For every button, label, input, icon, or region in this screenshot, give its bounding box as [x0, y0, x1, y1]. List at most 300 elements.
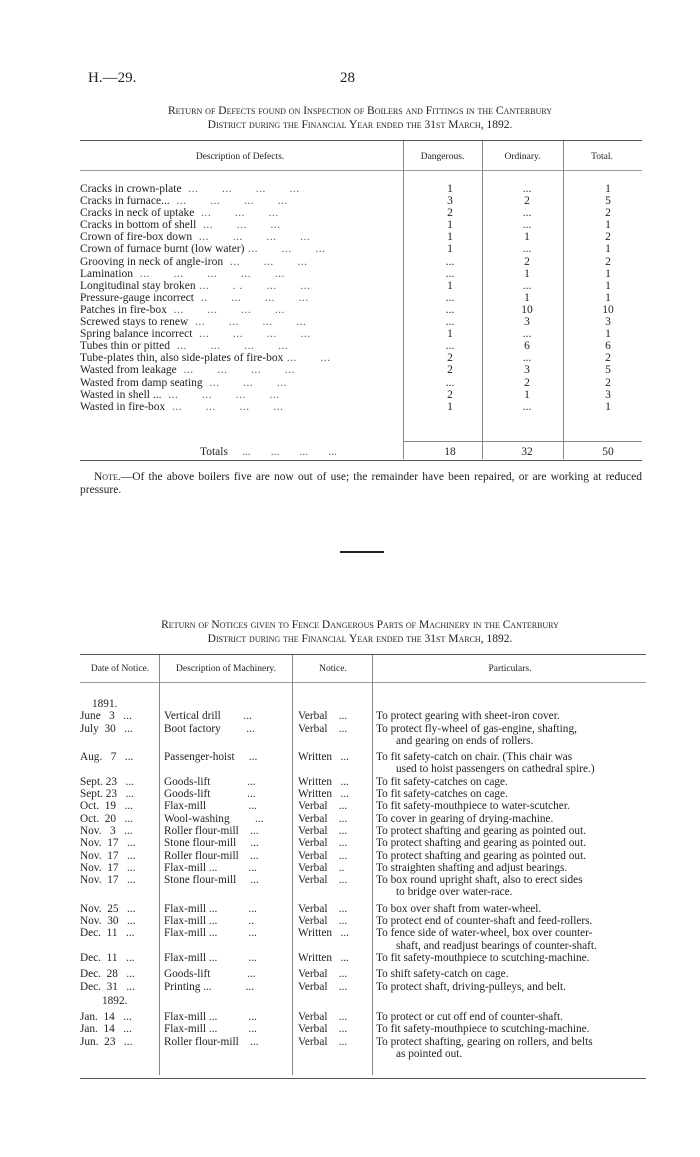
year-row [80, 993, 650, 1007]
notices-title-line1: Return of Notices given to Fence Dangerous Parts of Machinery in the Canterbury [161, 619, 559, 631]
dangerous-count: 1 [447, 231, 453, 244]
ordinary-count: ... [522, 243, 532, 256]
table-row [80, 183, 640, 195]
notice-type: Verbal ... [298, 915, 348, 928]
defect-description-text: Tube-plates thin, also side-plates of fire-box [80, 352, 284, 365]
table-row [80, 927, 650, 952]
defect-description [80, 340, 400, 352]
leader-dots: ... ... ... [194, 207, 279, 220]
page-number: 28 [340, 70, 355, 86]
defect-description-text: Patches in fire-box [80, 303, 167, 316]
total-count: 1 [605, 291, 611, 304]
notice-date: Nov. 17 ... [80, 849, 136, 862]
table-row [80, 825, 650, 837]
ordinary-count: 1 [524, 388, 530, 401]
notices-header-rule [80, 682, 646, 683]
particulars [376, 800, 646, 812]
total-count: 2 [605, 207, 611, 220]
ordinary-count: 2 [524, 376, 530, 389]
notice-date: Dec. 11 ... [80, 927, 135, 940]
particulars [376, 776, 646, 788]
total-count: 2 [605, 376, 611, 389]
particulars-line: To protect shafting, gearing on rollers, and belts [376, 1035, 593, 1048]
particulars [376, 874, 646, 899]
notice-type: Verbal ... [298, 1011, 348, 1024]
particulars [376, 837, 646, 849]
section-divider [340, 551, 384, 553]
total-count: 5 [605, 364, 611, 377]
machinery-description: Wool-washing ... [164, 812, 264, 825]
defect-description-text: Pressure-gauge incorrect [80, 291, 194, 304]
particulars [376, 968, 646, 980]
leader-dots: ... ... ... ... [169, 340, 289, 353]
dangerous-count: 2 [447, 388, 453, 401]
ordinary-count: 3 [524, 316, 530, 329]
notice-type: Written ... [298, 775, 349, 788]
machinery-description: Passenger-hoist ... [164, 751, 258, 764]
particulars [376, 710, 646, 722]
machinery-description: Flax-mill ... ... [164, 902, 257, 915]
notice-type: Verbal ... [298, 968, 348, 981]
col-header-notice: Notice. [319, 664, 347, 674]
particulars-continuation: to bridge over water-race. [396, 886, 513, 899]
notice-date: Sept. 23 ... [80, 775, 134, 788]
notice-date: Dec. 11 ... [80, 951, 135, 964]
particulars-line: To fit safety-catch on chair. (This chair was [376, 751, 573, 764]
particulars-continuation: as pointed out. [396, 1048, 463, 1061]
total-count: 1 [605, 267, 611, 280]
machinery-description: Stone flour-mill ... [164, 837, 259, 850]
defects-title-line1: Return of Defects found on Inspection of Boilers and Fittings in the Canterbury [167, 105, 553, 117]
table-row [80, 316, 640, 328]
notice-type: Verbal ... [298, 874, 348, 887]
dangerous-count: ... [445, 255, 455, 268]
notice-date: June 3 ... [80, 710, 132, 723]
defect-description [80, 316, 400, 328]
particulars [376, 1011, 646, 1023]
table-bottom-rule [80, 460, 642, 461]
totals-row [80, 446, 640, 460]
table-row [80, 340, 640, 352]
machinery-description: Flax-mill ... ... [164, 861, 257, 874]
particulars-line: To fit safety-mouthpiece to water-scutcher. [376, 800, 570, 813]
machinery-description: Stone flour-mill ... [164, 874, 259, 887]
notice-date: Nov. 30 ... [80, 915, 136, 928]
machinery-description: Flax-mill ... .. [164, 915, 255, 928]
note-text: —Of the above boilers five are now out of use; the remainder have been repaired, or are working at reduced pressure. [80, 471, 642, 496]
table-row [80, 981, 650, 993]
particulars-line: To cover in gearing of drying-machine. [376, 812, 554, 825]
ordinary-count: 10 [521, 303, 533, 316]
notice-date: Nov. 3 ... [80, 824, 133, 837]
leader-dots: ... ... ... ... [169, 195, 288, 208]
ordinary-count: ... [522, 183, 532, 195]
table-row [80, 747, 650, 776]
particulars-continuation: shaft, and readjust bearings of counter-shaft. [396, 939, 597, 952]
notice-date: Nov. 17 ... [80, 837, 136, 850]
defect-description-text: Longitudinal stay broken [80, 279, 196, 292]
table-row [80, 377, 640, 389]
ordinary-count: 1 [524, 267, 530, 280]
notice-type: Verbal ... [298, 902, 348, 915]
defect-description-text: Grooving in neck of angle-iron [80, 255, 224, 268]
notices-title [88, 618, 632, 646]
ordinary-count: ... [522, 207, 532, 220]
defects-title [88, 104, 632, 132]
total-count: 2 [605, 255, 611, 268]
ordinary-count: 2 [524, 195, 530, 208]
dangerous-count: ... [445, 376, 455, 389]
notice-date: Dec. 28 ... [80, 968, 135, 981]
col-header-machinery: Description of Machinery. [176, 664, 276, 674]
particulars [376, 825, 646, 837]
year-row [80, 698, 650, 710]
notice-type: Verbal ... [298, 800, 348, 813]
notice-type: Verbal .. [298, 861, 345, 874]
note-label: Note. [94, 471, 121, 483]
leader-dots: ... ... ... [202, 376, 288, 389]
total-count: 1 [605, 400, 611, 413]
table-row [80, 813, 650, 825]
particulars-line: To shift safety-catch on cage. [376, 968, 509, 981]
table-row [80, 207, 640, 219]
table-row [80, 364, 640, 376]
dangerous-count: 2 [447, 352, 453, 365]
table-row [80, 915, 650, 927]
total-count: 2 [605, 231, 611, 244]
ordinary-count: 1 [524, 231, 530, 244]
leader-dots: ... ... ... ... [166, 303, 285, 316]
notice-type: Verbal ... [298, 710, 348, 723]
table-row [80, 268, 640, 280]
dangerous-count: ... [445, 316, 455, 329]
dangerous-count: 3 [447, 195, 453, 208]
particulars [376, 1023, 646, 1035]
particulars [376, 903, 646, 915]
particulars [376, 751, 646, 776]
dangerous-count: 1 [447, 183, 453, 195]
dangerous-count: ... [445, 340, 455, 353]
defect-description [80, 401, 400, 413]
notice-type: Written ... [298, 927, 349, 940]
ordinary-count: ... [522, 328, 532, 341]
table-row [80, 1036, 650, 1061]
table-row [80, 837, 650, 849]
leader-dots: ... ... [283, 352, 331, 365]
leader-dots: ... ... ... ... [181, 183, 300, 195]
table-row [80, 952, 650, 964]
year-label: 1892. [102, 994, 128, 1007]
particulars [376, 981, 646, 993]
particulars [376, 915, 646, 927]
leader-dots: ... ... ... [244, 243, 326, 256]
leader-dots: ... ... ... [196, 219, 281, 232]
leader-dots: ... ... ... ... [188, 316, 307, 329]
machinery-description: Flax-mill ... ... [164, 951, 257, 964]
defect-description [80, 219, 400, 231]
dangerous-count: 1 [447, 243, 453, 256]
total-count: 1 [605, 243, 611, 256]
notice-date: Nov. 17 ... [80, 874, 136, 887]
col-header-total: Total. [591, 152, 613, 162]
defect-description-text: Cracks in bottom of shell [80, 219, 197, 232]
ordinary-count: 6 [524, 340, 530, 353]
ordinary-count: ... [522, 219, 532, 232]
notice-type: Verbal ... [298, 1035, 348, 1048]
total-count: 6 [605, 340, 611, 353]
particulars-line: To fit safety-catches on cage. [376, 775, 508, 788]
particulars-line: To fit safety-mouthpiece to scutching-machine. [376, 951, 590, 964]
ordinary-count: 3 [524, 364, 530, 377]
machinery-description: Flax-mill ... ... [164, 1023, 257, 1036]
defect-description [80, 195, 400, 207]
machinery-description: Flax-mill ... [164, 800, 257, 813]
notice-type: Verbal ... [298, 837, 348, 850]
defect-description [80, 280, 400, 292]
table-row [80, 243, 640, 255]
table-row [80, 401, 640, 413]
leader-dots: ... . . ... ... [195, 279, 311, 292]
machinery-description: Flax-mill ... ... [164, 927, 257, 940]
particulars [376, 788, 646, 800]
notice-type: Verbal ... [298, 980, 348, 993]
total-total: 50 [602, 446, 614, 458]
ordinary-count: ... [522, 400, 532, 413]
defect-description [80, 328, 400, 340]
particulars-continuation: and gearing on ends of rollers. [396, 734, 534, 747]
total-count: 1 [605, 279, 611, 292]
table-row [80, 352, 640, 364]
totals-rule [403, 441, 642, 442]
particulars-line: To protect shafting and gearing as pointed out. [376, 849, 587, 862]
particulars-line: To protect shafting and gearing as pointed out. [376, 824, 587, 837]
notices-table-body [80, 698, 650, 1060]
col-header-description: Description of Defects. [195, 152, 285, 162]
notice-type: Written ... [298, 788, 349, 801]
defect-description [80, 243, 400, 255]
table-row [80, 788, 650, 800]
leader-dots: ... ... ... ... [165, 400, 284, 413]
table-row [80, 231, 640, 243]
particulars-line: To box round upright shaft, also to erect sides [376, 874, 583, 887]
notice-type: Verbal ... [298, 849, 348, 862]
table-row [80, 304, 640, 316]
total-count: 3 [605, 388, 611, 401]
particulars [376, 952, 646, 964]
particulars-line: To box over shaft from water-wheel. [376, 902, 542, 915]
defects-title-line2: District during the Financial Year ended the 31st March, 1892. [207, 119, 513, 131]
defect-description-text: Wasted from leakage [80, 364, 177, 377]
defect-description-text: Wasted from damp seating [80, 376, 203, 389]
machinery-description: Goods-lift ... [164, 968, 256, 981]
ordinary-count: 2 [524, 255, 530, 268]
defect-description [80, 364, 400, 376]
leader-dots: ... ... ... ... [161, 388, 280, 401]
total-ordinary: 32 [521, 446, 533, 458]
defect-description [80, 304, 400, 316]
defect-description [80, 183, 400, 195]
dangerous-count: ... [445, 303, 455, 316]
particulars [376, 723, 646, 748]
total-count: 2 [605, 352, 611, 365]
particulars-line: To protect shafting and gearing as pointed out. [376, 837, 587, 850]
particulars-line: To fit safety-catches on cage. [376, 788, 508, 801]
table-row [80, 219, 640, 231]
machinery-description: Flax-mill ... ... [164, 1011, 257, 1024]
defect-description-text: Wasted in fire-box [80, 400, 166, 413]
machinery-description: Roller flour-mill ... [164, 824, 259, 837]
table-row [80, 964, 650, 980]
table-row [80, 292, 640, 304]
total-count: 3 [605, 316, 611, 329]
notice-date: Jun. 23 ... [80, 1035, 133, 1048]
notice-type: Written ... [298, 951, 349, 964]
total-count: 10 [602, 303, 614, 316]
table-row [80, 256, 640, 268]
defect-description-text: Crown of furnace burnt (low water) [80, 243, 245, 256]
machinery-description: Printing ... ... [164, 980, 255, 993]
particulars-line: To fence side of water-wheel, box over counter- [376, 927, 593, 940]
total-dangerous: 18 [444, 446, 456, 458]
notices-bottom-rule [80, 1078, 646, 1079]
defects-note [80, 471, 642, 497]
defect-description-text: Crown of fire-box down [80, 231, 193, 244]
notice-date: Jan. 14 ... [80, 1011, 132, 1024]
page-header-left: H.—29. [88, 70, 137, 86]
dangerous-count: 1 [447, 400, 453, 413]
notices-top-rule [80, 654, 646, 655]
machinery-description: Boot factory ... [164, 722, 255, 735]
leader-dots: .. ... ... ... [194, 291, 309, 304]
particulars-line: To protect or cut off end of counter-shaft. [376, 1011, 563, 1024]
dangerous-count: ... [445, 291, 455, 304]
table-row [80, 776, 650, 788]
total-count: 1 [605, 183, 611, 195]
notice-date: Sept. 23 ... [80, 788, 134, 801]
header-bottom-rule [80, 170, 642, 171]
dangerous-count: 2 [447, 364, 453, 377]
particulars-line: To protect gearing with sheet-iron cover. [376, 710, 560, 723]
table-row [80, 280, 640, 292]
notice-date: Jan. 14 ... [80, 1023, 132, 1036]
col-header-particulars: Particulars. [488, 664, 532, 674]
table-row [80, 328, 640, 340]
dangerous-count: 1 [447, 328, 453, 341]
dangerous-count: 2 [447, 207, 453, 220]
particulars-line: To protect end of counter-shaft and feed-rollers. [376, 915, 593, 928]
particulars-line: To straighten shafting and adjust bearings. [376, 861, 568, 874]
defect-description-text: Cracks in neck of uptake [80, 207, 195, 220]
particulars-line: To protect shaft, driving-pulleys, and belt. [376, 980, 566, 993]
notice-type: Written ... [298, 751, 349, 764]
notice-date: Oct. 19 ... [80, 800, 134, 813]
notice-date: Nov. 25 ... [80, 902, 136, 915]
particulars [376, 927, 646, 952]
col-header-date: Date of Notice. [90, 664, 150, 674]
table-row [80, 899, 650, 915]
table-row [80, 195, 640, 207]
dangerous-count: 1 [447, 279, 453, 292]
notice-date: Dec. 31 ... [80, 980, 135, 993]
defect-description [80, 268, 400, 280]
leader-dots: ... ... ... ... [192, 231, 311, 244]
defect-description-text: Wasted in shell ... [80, 388, 162, 401]
year-label: 1891. [92, 698, 118, 710]
table-row [80, 800, 650, 812]
machinery-description: Vertical drill ... [164, 710, 252, 723]
defect-description-text: Lamination [80, 267, 134, 280]
totals-label: Totals [200, 446, 228, 458]
defect-description-text: Tubes thin or pitted [80, 340, 170, 353]
col-header-dangerous: Dangerous. [420, 152, 465, 162]
table-row [80, 1023, 650, 1035]
defects-table-body [80, 183, 640, 413]
defect-description-text: Cracks in crown-plate [80, 183, 182, 195]
defect-description [80, 292, 400, 304]
particulars-line: To fit safety-mouthpiece to scutching-machine. [376, 1023, 590, 1036]
defect-description [80, 207, 400, 219]
leader-dots: ... ... ... ... ... [133, 267, 285, 280]
table-row [80, 862, 650, 874]
dangerous-count: 1 [447, 219, 453, 232]
dangerous-count: ... [445, 267, 455, 280]
table-top-rule [80, 140, 642, 141]
defect-description [80, 352, 400, 364]
total-count: 1 [605, 219, 611, 232]
particulars-line: To protect fly-wheel of gas-engine, shafting, [376, 722, 577, 735]
notice-type: Verbal ... [298, 722, 348, 735]
total-count: 5 [605, 195, 611, 208]
notice-type: Verbal ... [298, 1023, 348, 1036]
notice-date: July 30 ... [80, 722, 133, 735]
notice-date: Nov. 17 ... [80, 861, 136, 874]
defect-description-text: Cracks in furnace... [80, 195, 170, 208]
defect-description [80, 256, 400, 268]
notice-type: Verbal ... [298, 812, 348, 825]
machinery-description: Goods-lift ... [164, 788, 256, 801]
leader-dots: ... ... ... ... [176, 364, 295, 377]
table-row [80, 710, 650, 722]
notice-type: Verbal ... [298, 824, 348, 837]
defect-description [80, 377, 400, 389]
notice-date: Aug. 7 ... [80, 751, 134, 764]
table-row [80, 850, 650, 862]
particulars [376, 1036, 646, 1061]
particulars [376, 813, 646, 825]
machinery-description: Goods-lift ... [164, 775, 256, 788]
table-row [80, 389, 640, 401]
machinery-description: Roller flour-mill ... [164, 849, 259, 862]
notice-date: Oct. 20 ... [80, 812, 134, 825]
notices-title-line2: District during the Financial Year ended the 31st March, 1892. [207, 633, 513, 645]
defect-description [80, 231, 400, 243]
ordinary-count: ... [522, 352, 532, 365]
table-row [80, 723, 650, 748]
defect-description-text: Spring balance incorrect [80, 328, 193, 341]
defect-description-text: Screwed stays to renew [80, 316, 189, 329]
col-header-ordinary: Ordinary. [504, 152, 541, 162]
table-row [80, 874, 650, 899]
particulars-continuation: used to hoist passengers on cathedral spire.) [396, 763, 595, 776]
defect-description [80, 389, 400, 401]
totals-dots: ... ... ... ... [242, 446, 337, 458]
table-row [80, 1007, 650, 1023]
particulars [376, 862, 646, 874]
particulars [376, 850, 646, 862]
total-count: 1 [605, 328, 611, 341]
leader-dots: ... ... ... ... [192, 328, 311, 341]
machinery-description: Roller flour-mill ... [164, 1035, 259, 1048]
